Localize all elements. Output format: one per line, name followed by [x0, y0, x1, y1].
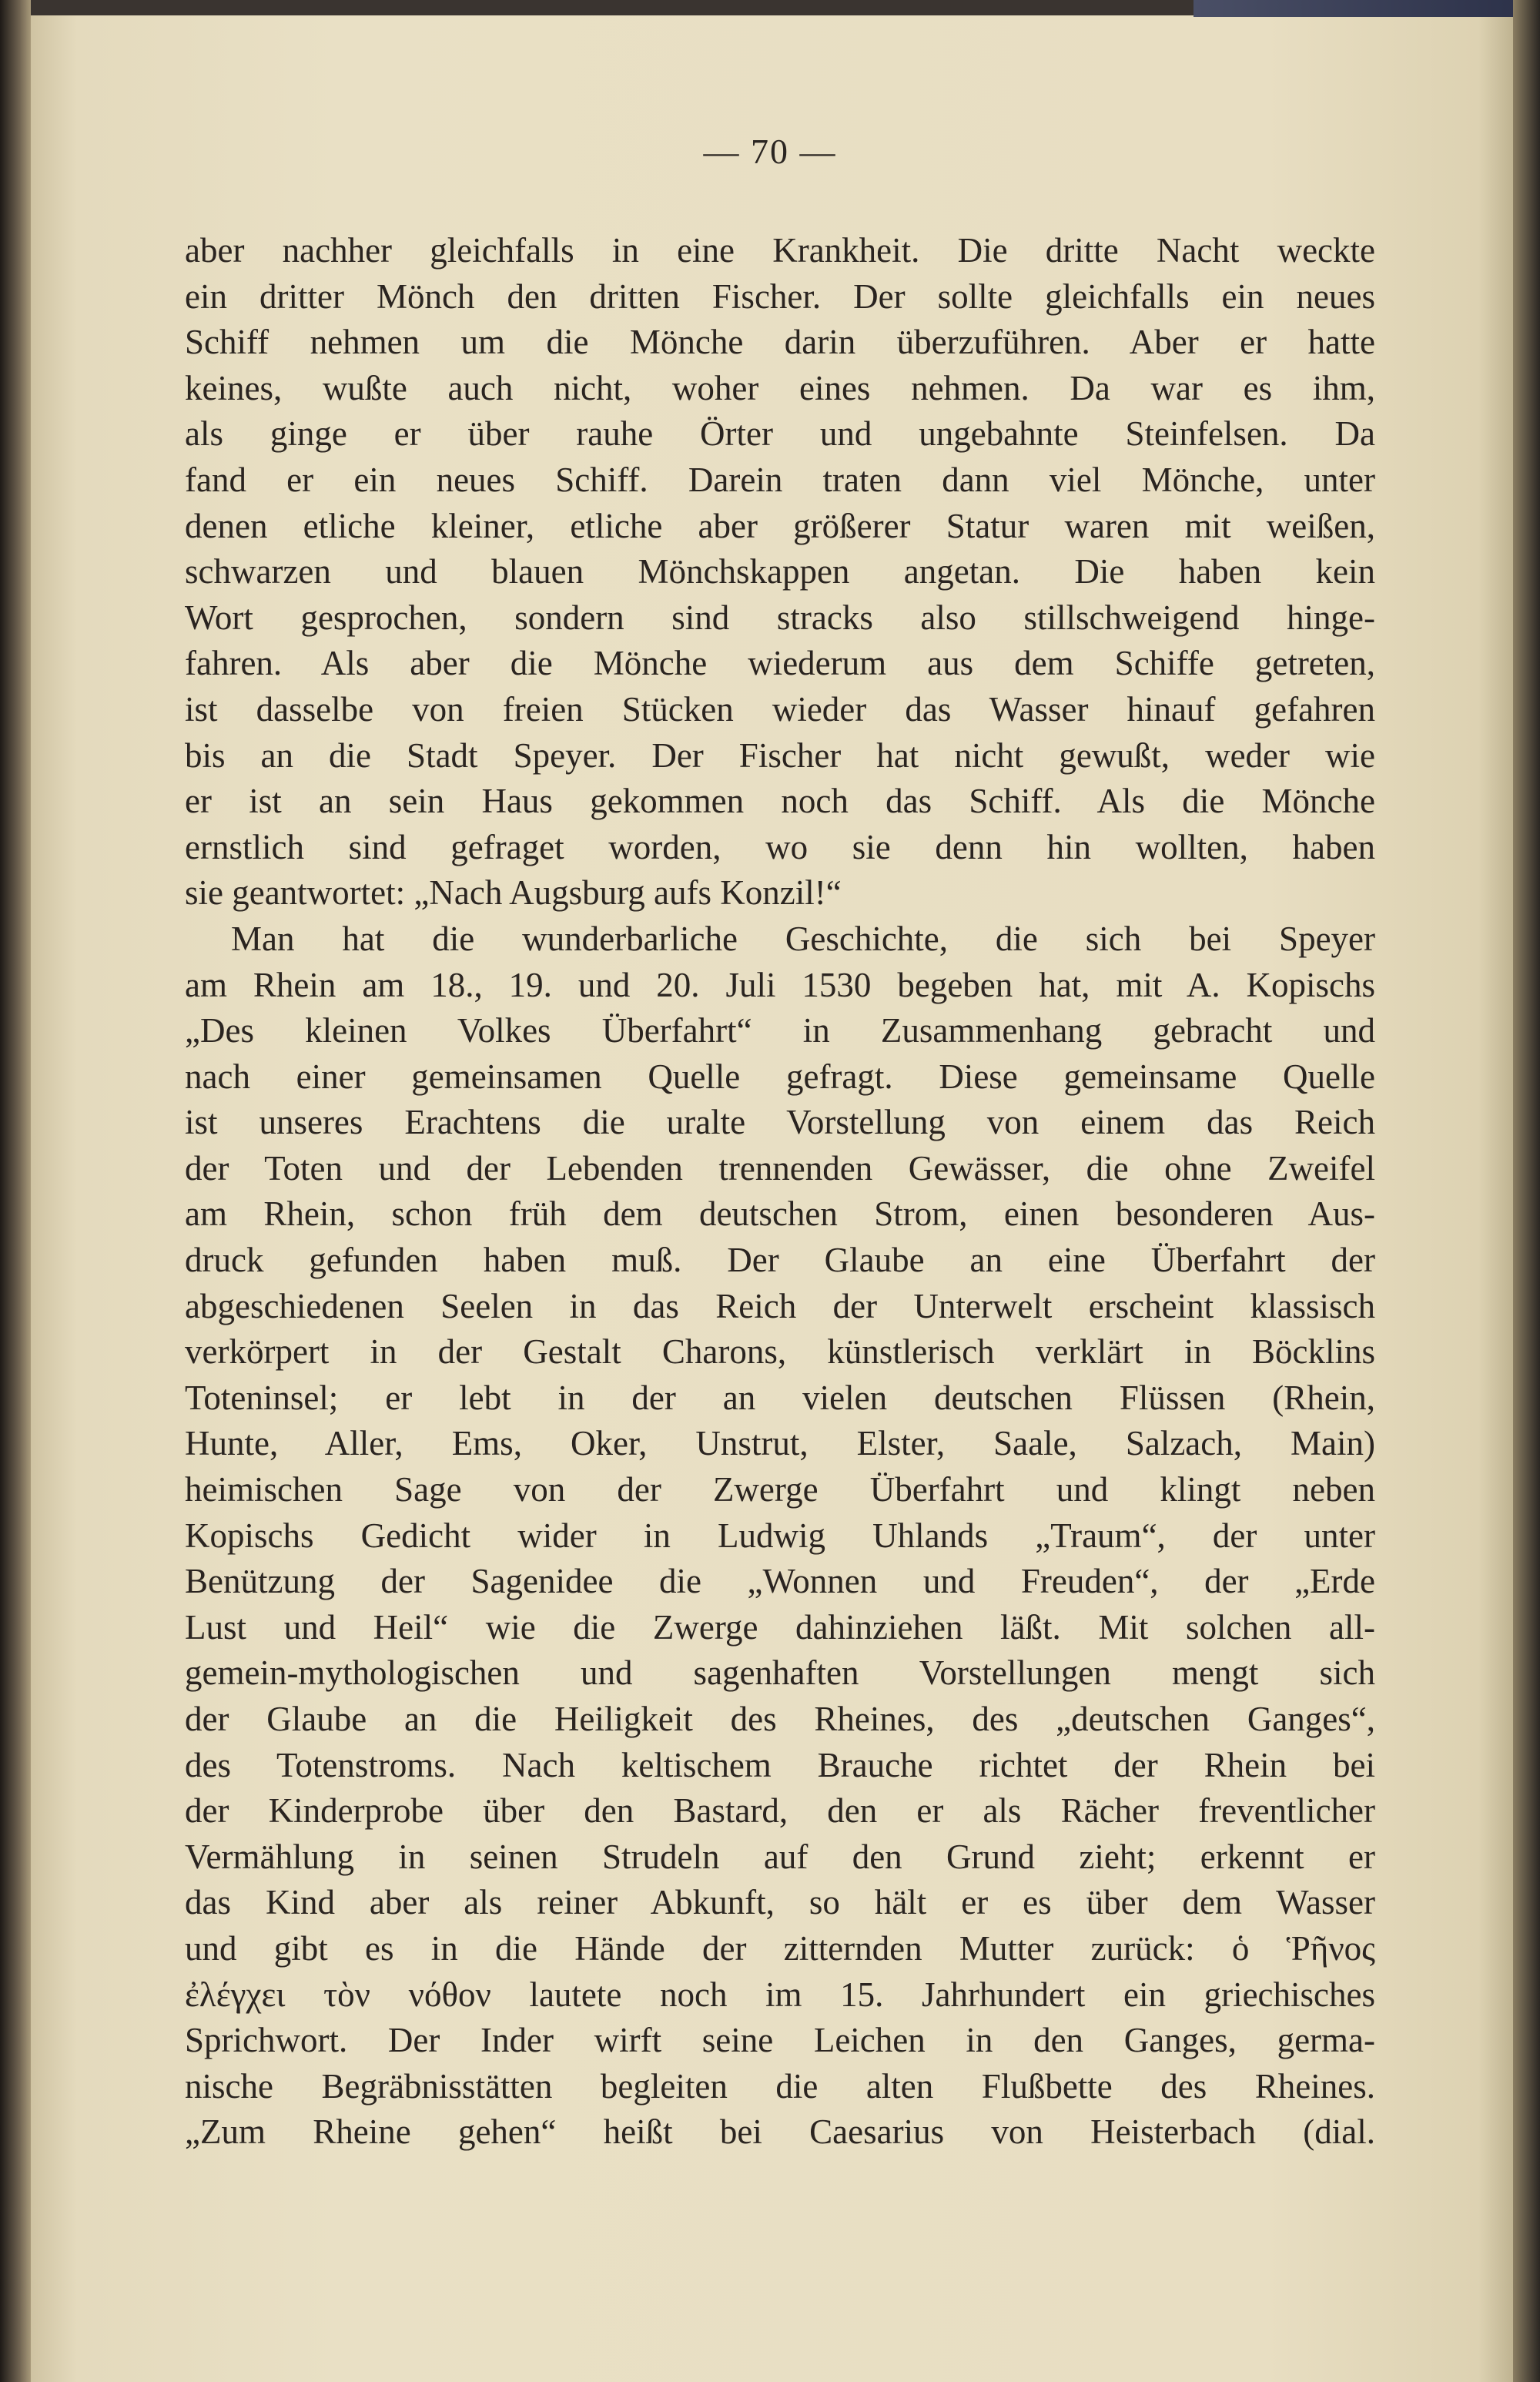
text-line: druck gefunden haben muß. Der Glaube an eine Überfahrt der — [185, 1241, 1375, 1280]
text-line: fand er ein neues Schiff. Darein traten dann viel Mönche, unter — [185, 460, 1375, 499]
text-line: Man hat die wunderbarliche Geschichte, die sich bei Speyer — [231, 919, 1375, 958]
text-line: abgeschiedenen Seelen in das Reich der Unterwelt erscheint klassisch — [185, 1286, 1375, 1325]
cover-edge — [1194, 0, 1540, 17]
text-line: er ist an sein Haus gekommen noch das Schiff. Als die Mönche — [185, 782, 1375, 821]
text-line: nach einer gemeinsamen Quelle gefragt. Diese gemeinsame Quelle — [185, 1057, 1375, 1096]
text-line: Benützung der Sagenidee die „Wonnen und Freuden“, der „Erde — [185, 1562, 1375, 1601]
text-line: fahren. Als aber die Mönche wiederum aus dem Schiffe getreten, — [185, 644, 1375, 683]
text-line: ein dritter Mönch den dritten Fischer. Der sollte gleichfalls ein neues — [185, 276, 1375, 316]
text-line: ist unseres Erachtens die uralte Vorstellung von einem das Reich — [185, 1103, 1375, 1142]
text-line: verkörpert in der Gestalt Charons, künstlerisch verklärt in Böcklins — [185, 1332, 1375, 1372]
text-line: ἐλέγχει τὸν νόθον lautete noch im 15. Jahrhundert ein griechisches — [185, 1975, 1375, 2014]
text-line: gemein-mythologischen und sagenhaften Vorstellungen mengt sich — [185, 1653, 1375, 1693]
text-line: nische Begräbnisstätten begleiten die alten Flußbette des Rheines. — [185, 2066, 1375, 2106]
text-line: Vermählung in seinen Strudeln auf den Grund zieht; erkennt er — [185, 1837, 1375, 1876]
page-number: — 70 — — [703, 132, 837, 171]
text-line: aber nachher gleichfalls in eine Krankheit. Die dritte Nacht weckte — [185, 231, 1375, 270]
text-line: der Kinderprobe über den Bastard, den er als Rächer freventlicher — [185, 1791, 1375, 1831]
text-line: Schiff nehmen um die Mönche darin überzuführen. Aber er hatte — [185, 323, 1375, 362]
text-line: und gibt es in die Hände der zitternden Mutter zurück: ὁ Ῥῆνος — [185, 1928, 1375, 1968]
text-line: Lust und Heil“ wie die Zwerge dahinziehen läßt. Mit solchen all- — [185, 1607, 1375, 1647]
text-line: bis an die Stadt Speyer. Der Fischer hat nicht gewußt, weder wie — [185, 735, 1375, 775]
text-line: am Rhein am 18., 19. und 20. Juli 1530 begeben hat, mit A. Kopischs — [185, 965, 1375, 1004]
text-line: ernstlich sind gefraget worden, wo sie denn hin wollten, haben — [185, 827, 1375, 866]
text-line: Kopischs Gedicht wider in Ludwig Uhlands „Traum“, der unter — [185, 1516, 1375, 1555]
text-line: Hunte, Aller, Ems, Oker, Unstrut, Elster, Saale, Salzach, Main) — [185, 1424, 1375, 1463]
book-binding — [0, 0, 31, 2382]
text-line: „Des kleinen Volkes Überfahrt“ in Zusammenhang gebracht und — [185, 1011, 1375, 1050]
text-line: sie geantwortet: „Nach Augsburg aufs Konzil!“ — [185, 873, 842, 913]
page-edge — [1513, 0, 1540, 2382]
text-line: Sprichwort. Der Inder wirft seine Leichen in den Ganges, germa- — [185, 2021, 1375, 2060]
text-line: Wort gesprochen, sondern sind stracks also stillschweigend hinge- — [185, 598, 1375, 637]
body-text — [185, 228, 1375, 2156]
text-line: heimischen Sage von der Zwerge Überfahrt und klingt neben — [185, 1470, 1375, 1509]
text-line: schwarzen und blauen Mönchskappen angetan. Die haben kein — [185, 552, 1375, 591]
text-line: „Zum Rheine gehen“ heißt bei Caesarius von Heisterbach (dial. — [185, 2112, 1375, 2152]
text-line: als ginge er über rauhe Örter und ungebahnte Steinfelsen. Da — [185, 414, 1375, 454]
text-line: das Kind aber als reiner Abkunft, so hält er es über dem Wasser — [185, 1883, 1375, 1922]
text-line: ist dasselbe von freien Stücken wieder das Wasser hinauf gefahren — [185, 689, 1375, 729]
text-line: Toteninsel; er lebt in der an vielen deutschen Flüssen (Rhein, — [185, 1378, 1375, 1417]
text-line: denen etliche kleiner, etliche aber größerer Statur waren mit weißen, — [185, 506, 1375, 545]
text-line: der Glaube an die Heiligkeit des Rheines, des „deutschen Ganges“, — [185, 1700, 1375, 1738]
text-line: am Rhein, schon früh dem deutschen Strom, einen besonderen Aus- — [185, 1194, 1375, 1234]
text-line: keines, wußte auch nicht, woher eines nehmen. Da war es ihm, — [185, 368, 1375, 407]
text-line: des Totenstroms. Nach keltischem Brauche richtet der Rhein bei — [185, 1745, 1375, 1784]
text-line: der Toten und der Lebenden trennenden Gewässer, die ohne Zweifel — [185, 1148, 1375, 1188]
